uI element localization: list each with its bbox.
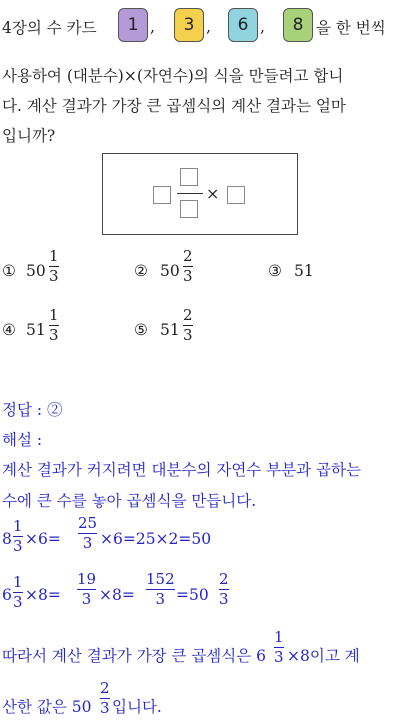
explanation-line3-pre: 따라서 계산 결과가 가장 큰 곱셈식은 6: [2, 647, 267, 665]
option-fraction: [49, 308, 59, 343]
option-marker: ⑤: [134, 321, 148, 339]
explanation-label: 해설 :: [2, 431, 43, 449]
option-whole: 51: [26, 321, 46, 339]
number-card-6: 6: [228, 8, 258, 42]
numerator: 1: [13, 517, 23, 535]
eq-text: =50: [176, 586, 209, 604]
denominator: 3: [183, 326, 193, 344]
multiplier-blank: [227, 186, 245, 204]
question-line4: 입니까?: [2, 127, 56, 145]
option-whole: 51: [160, 321, 180, 339]
answer-label: 정답 : ②: [2, 401, 63, 419]
numerator: 1: [49, 247, 59, 265]
eq-fraction: [100, 681, 110, 716]
eq-fraction: [13, 519, 23, 554]
expression-template: [102, 153, 298, 235]
option-marker: ④: [2, 321, 16, 339]
comma: ,: [206, 18, 211, 36]
whole-blank: [153, 186, 171, 204]
denominator: 3: [274, 648, 284, 666]
denominator: 3: [219, 590, 229, 608]
eq-fraction: [274, 630, 284, 665]
numerator: 25: [78, 514, 98, 532]
fraction-bar: [177, 193, 203, 194]
eq-whole: 6: [2, 586, 12, 604]
explanation-line1: 계산 결과가 커지려면 대분수의 자연수 부분과 곱하는: [2, 461, 361, 479]
explanation-line3-post: ×8이고 계: [287, 647, 360, 665]
option-whole: 51: [294, 262, 314, 280]
eq-text: ×8=: [99, 586, 135, 604]
comma: ,: [150, 18, 155, 36]
numerator: 152: [146, 570, 175, 588]
number-card-1: 1: [118, 8, 148, 42]
option-fraction: [183, 249, 193, 284]
eq-fraction: [146, 572, 175, 607]
denominator: 3: [82, 534, 93, 552]
numerator: 1: [13, 573, 23, 591]
denominator: 3: [49, 267, 59, 285]
eq-text: ×8=: [25, 586, 61, 604]
option-marker: ②: [134, 262, 148, 280]
numerator: 2: [183, 306, 193, 324]
eq-fraction: [78, 516, 97, 551]
question-line1-pre: 4장의 수 카드: [2, 19, 97, 37]
question-line1-post: 을 한 번씩: [316, 19, 386, 37]
numerator: 19: [77, 570, 97, 588]
denominator: 3: [155, 590, 166, 608]
denominator: 3: [13, 593, 23, 611]
eq-fraction: [13, 575, 23, 610]
explanation-line4-pre: 산한 값은 50: [2, 698, 92, 716]
option-fraction: [49, 249, 59, 284]
option-marker: ①: [2, 262, 16, 280]
comma: ,: [260, 18, 265, 36]
option-fraction: [183, 308, 193, 343]
option-whole: 50: [160, 262, 180, 280]
explanation-line4-post: 입니다.: [112, 698, 162, 716]
number-card-3: 3: [174, 8, 204, 42]
numerator: 1: [49, 306, 59, 324]
eq-text: ×6=25×2=50: [100, 530, 212, 548]
denominator: 3: [13, 537, 23, 555]
denominator: 3: [100, 699, 110, 717]
eq-fraction: [219, 572, 229, 607]
numerator: 1: [274, 628, 284, 646]
denominator: 3: [49, 326, 59, 344]
option-whole: 50: [26, 262, 46, 280]
numerator: 2: [183, 247, 193, 265]
explanation-line2: 수에 큰 수를 놓아 곱셈식을 만듭니다.: [2, 492, 257, 510]
numerator-blank: [180, 168, 198, 186]
eq-text: ×6=: [25, 530, 61, 548]
question-line2: 사용하여 (대분수)×(자연수)의 식을 만들려고 합니: [2, 67, 344, 85]
numerator: 2: [219, 570, 229, 588]
denominator: 3: [81, 590, 92, 608]
eq-whole: 8: [2, 530, 12, 548]
times-sign: ×: [206, 184, 220, 203]
option-marker: ③: [268, 262, 282, 280]
question-line3: 다. 계산 결과가 가장 큰 곱셈식의 계산 결과는 얼마: [2, 97, 346, 115]
eq-fraction: [77, 572, 96, 607]
numerator: 2: [100, 679, 110, 697]
denominator: 3: [183, 267, 193, 285]
number-card-8: 8: [283, 8, 313, 42]
denominator-blank: [180, 200, 198, 218]
